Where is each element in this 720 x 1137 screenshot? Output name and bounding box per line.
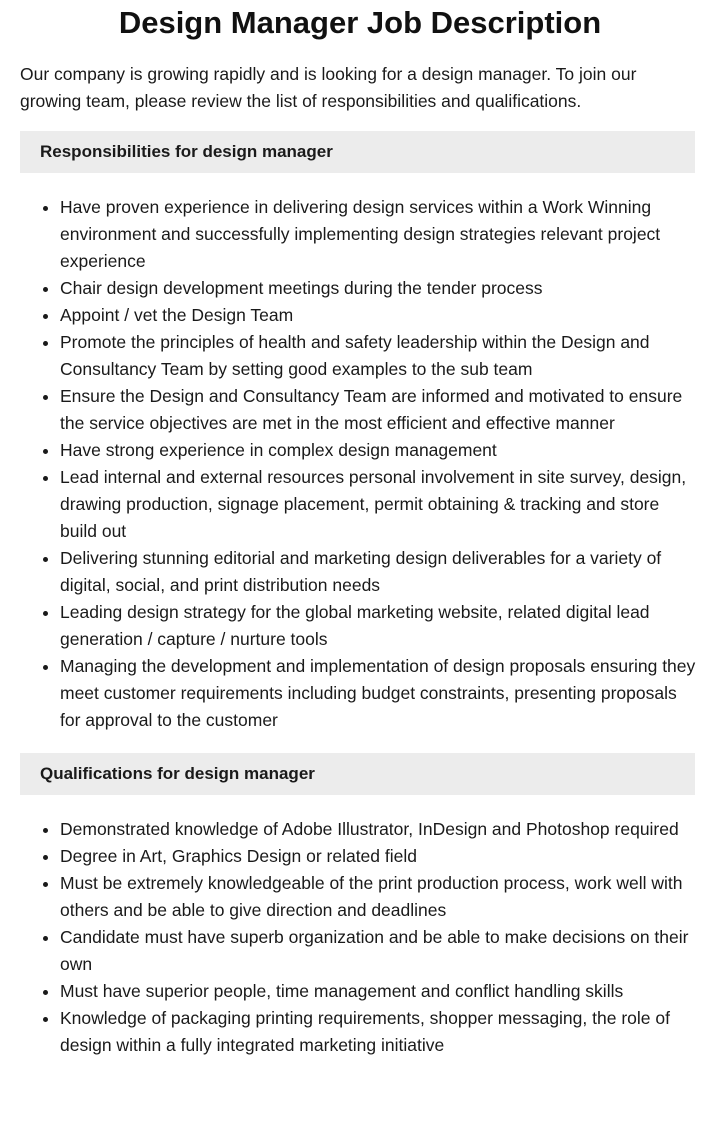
qualifications-heading: Qualifications for design manager (20, 753, 695, 795)
list-item: • Knowledge of packaging printing requirements, shopper messaging, the role of design within a fully integrated marketing initiative (60, 1005, 698, 1059)
list-item: • Ensure the Design and Consultancy Team are informed and motivated to ensure the service objectives are met in the most efficient and effective manner (60, 383, 698, 437)
list-item: • Managing the development and implementation of design proposals ensuring they meet customer requirements including budget constraints, presenting proposals for approval to the customer (60, 653, 698, 734)
list-item: • Candidate must have superb organization and be able to make decisions on their own (60, 924, 698, 978)
list-item: • Degree in Art, Graphics Design or related field (60, 843, 698, 870)
responsibilities-list (20, 194, 698, 734)
intro-paragraph: Our company is growing rapidly and is looking for a design manager. To join our growing team, please review the list of responsibilities and qualifications. (20, 64, 637, 111)
responsibilities-heading: Responsibilities for design manager (20, 131, 695, 173)
qualifications-list (20, 816, 698, 1059)
list-item: • Lead internal and external resources personal involvement in site survey, design, drawing production, signage placement, permit obtaining & tracking and store build out (60, 464, 698, 545)
list-item: • Promote the principles of health and safety leadership within the Design and Consultancy Team by setting good examples to the sub team (60, 329, 698, 383)
list-item: • Demonstrated knowledge of Adobe Illustrator, InDesign and Photoshop required (60, 816, 698, 843)
list-item: • Have strong experience in complex design management (60, 437, 698, 464)
list-item: • Delivering stunning editorial and marketing design deliverables for a variety of digital, social, and print distribution needs (60, 545, 698, 599)
list-item: • Must have superior people, time management and conflict handling skills (60, 978, 698, 1005)
list-item: • Chair design development meetings during the tender process (60, 275, 698, 302)
list-item: • Appoint / vet the Design Team (60, 302, 698, 329)
list-item: • Must be extremely knowledgeable of the print production process, work well with others and be able to give direction and deadlines (60, 870, 698, 924)
list-item: • Have proven experience in delivering design services within a Work Winning environment and successfully implementing design strategies relevant project experience (60, 194, 698, 275)
page-title: Design Manager Job Description (118, 5, 602, 40)
list-item: • Leading design strategy for the global marketing website, related digital lead generation / capture / nurture tools (60, 599, 698, 653)
